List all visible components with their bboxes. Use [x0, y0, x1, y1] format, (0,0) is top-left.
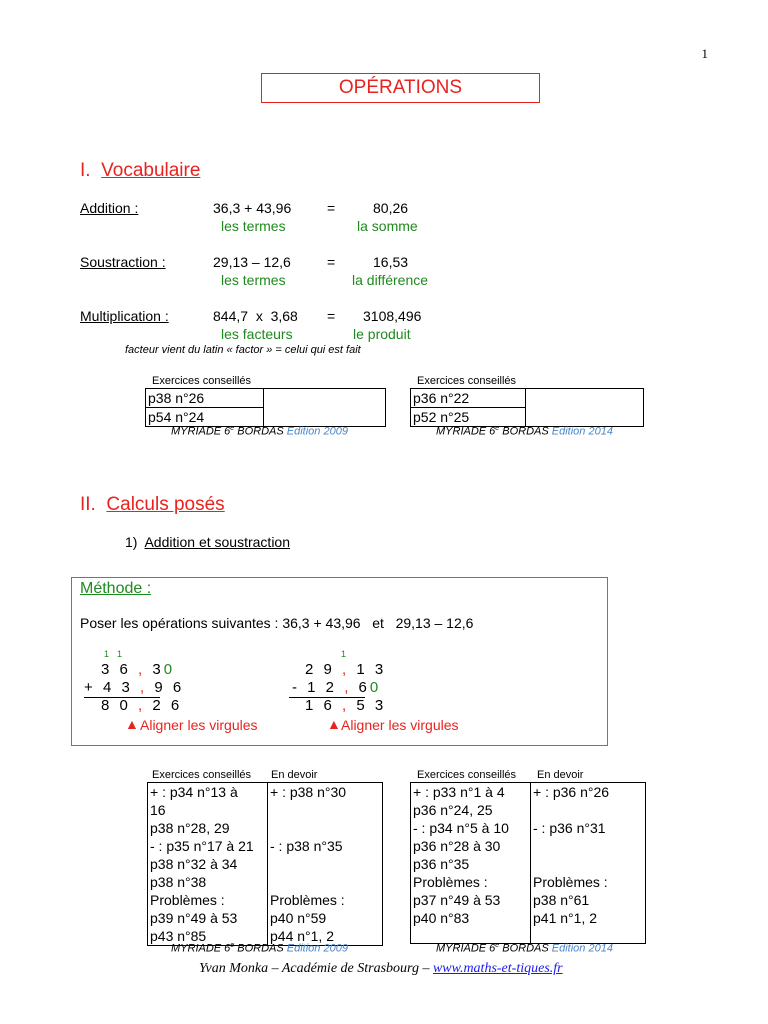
addition-label: Addition :	[80, 200, 139, 216]
comma: ,	[342, 661, 350, 678]
book-sup: e	[495, 942, 500, 949]
align-commas-note: Aligner les virgules	[341, 717, 459, 733]
textbook-reference-2014	[436, 942, 613, 955]
book-sup: e	[230, 425, 235, 432]
homework-line: p44 n°1, 2	[270, 928, 334, 944]
plus-sign: +	[84, 679, 96, 696]
exercise-line: p36 n°35	[413, 856, 470, 872]
homework-line	[533, 801, 643, 819]
edition-label: Edition 2014	[551, 942, 613, 955]
homework-caption: En devoir	[271, 769, 318, 781]
exercises-caption: Exercices conseillés	[417, 375, 517, 387]
exercise-line: p38 n°38	[150, 874, 207, 890]
homework-line: p38 n°61	[533, 892, 590, 908]
edition-label: Edition 2014	[551, 425, 613, 438]
exercises-table-2014	[410, 388, 644, 427]
homework-column	[531, 783, 646, 944]
addition-row-2	[84, 679, 184, 696]
digits: 5 3	[356, 697, 387, 714]
publisher-name: BORDAS	[499, 942, 552, 955]
subtraction-result-row	[305, 697, 386, 714]
method-title: Méthode :	[80, 580, 152, 597]
exercise-line: p38 n°28, 29	[150, 820, 230, 836]
subsection-title: Addition et soustraction	[144, 534, 290, 550]
multiplication-result: 3108,496	[363, 308, 422, 324]
addition-result: 80,26	[373, 200, 409, 216]
textbook-reference-2009	[171, 942, 348, 955]
publisher-name: BORDAS	[234, 425, 287, 438]
subtraction-row-2	[292, 679, 381, 696]
addition-result-row	[101, 697, 182, 714]
exercise-cell: p54 n°24	[146, 408, 264, 427]
page-number: 1	[701, 46, 708, 61]
homework-line: p40 n°59	[270, 910, 327, 926]
book-name: MYRIADE 6	[436, 942, 496, 955]
addition-sum-label: la somme	[357, 218, 418, 234]
subsection-number: 1)	[125, 534, 138, 550]
carry-digit: 1	[341, 649, 347, 659]
up-arrow-icon: ▲	[327, 716, 341, 732]
digits: 6	[358, 679, 370, 696]
publisher-name: BORDAS	[499, 425, 552, 438]
homework-line: + : p36 n°26	[533, 784, 610, 800]
method-instruction: Poser les opérations suivantes : 36,3 + 43,96 et 29,13 – 12,6	[80, 615, 474, 631]
homework-line: Problèmes :	[533, 874, 608, 890]
exercise-cell: p38 n°26	[146, 389, 264, 408]
multiplication-product-label: le produit	[353, 326, 411, 342]
exercise-line: - : p34 n°5 à 10	[413, 820, 509, 836]
multiplication-factors-label: les facteurs	[221, 326, 293, 342]
book-name: MYRIADE 6	[171, 942, 231, 955]
subtraction-row-1	[305, 661, 386, 678]
homework-line	[270, 855, 380, 873]
footer-author: Yvan Monka – Académie de Strasbourg –	[199, 961, 433, 976]
book-name: MYRIADE 6	[436, 425, 496, 438]
addition-equals: =	[327, 200, 336, 216]
homework-line: p41 n°1, 2	[533, 910, 597, 926]
footer	[199, 961, 563, 977]
subsection-heading	[125, 534, 290, 550]
section-2-title: Calculs posés	[106, 494, 225, 515]
subtraction-label: Soustraction :	[80, 254, 166, 270]
digits: 1 6	[305, 697, 335, 714]
textbook-reference-2014	[436, 425, 613, 438]
section-1-heading	[80, 160, 200, 182]
digits: 2 6	[152, 697, 183, 714]
page-title: OPÉRATIONS	[261, 73, 540, 103]
exercise-line: Problèmes :	[150, 892, 225, 908]
exercise-line: p36 n°24, 25	[413, 802, 493, 818]
section-1-number: I.	[80, 160, 91, 181]
section-2-heading	[80, 494, 225, 516]
book-sup: e	[495, 425, 500, 432]
section-1-title: Vocabulaire	[101, 160, 201, 181]
comma: ,	[139, 679, 148, 696]
homework-line: - : p38 n°35	[270, 838, 343, 854]
digits: 1 2	[307, 679, 338, 696]
homework-line	[270, 801, 380, 819]
exercises-column	[411, 783, 531, 944]
section-2-number: II.	[80, 494, 96, 515]
exercise-line: p36 n°28 à 30	[413, 838, 501, 854]
addition-terms-label: les termes	[221, 218, 286, 234]
exercise-line: Problèmes :	[413, 874, 488, 890]
subtraction-terms-label: les termes	[221, 272, 286, 288]
exercises-caption: Exercices conseillés	[417, 769, 517, 781]
exercise-line: + : p33 n°1 à 4	[413, 784, 505, 800]
subtraction-equals: =	[327, 254, 336, 270]
addition-expression: 36,3 + 43,96	[213, 200, 292, 216]
footer-link[interactable]: www.maths-et-tiques.fr	[432, 961, 563, 976]
exercise-line: - : p35 n°17 à 21	[150, 838, 254, 854]
exercise-cell: p36 n°22	[411, 389, 526, 408]
multiplication-expression: 844,7 x 3,68	[213, 308, 298, 324]
carry-digit: 1	[117, 649, 123, 659]
empty-cell	[525, 389, 643, 427]
exercises-table-2014	[410, 782, 646, 944]
exercises-caption: Exercices conseillés	[152, 375, 252, 387]
up-arrow-icon: ▲	[125, 716, 139, 732]
homework-caption: En devoir	[537, 769, 584, 781]
homework-line: - : p36 n°31	[533, 820, 606, 836]
addition-row-1	[101, 661, 175, 678]
homework-line	[533, 855, 643, 873]
subtraction-difference-label: la différence	[352, 272, 429, 288]
edition-label: Edition 2009	[286, 425, 348, 438]
digits: 3	[152, 661, 164, 678]
align-commas-note: Aligner les virgules	[140, 717, 258, 733]
homework-line	[270, 873, 380, 891]
homework-line	[533, 837, 643, 855]
textbook-reference-2009	[171, 425, 348, 438]
multiplication-label: Multiplication :	[80, 308, 169, 324]
exercises-caption: Exercices conseillés	[152, 769, 252, 781]
added-zero: 0	[163, 661, 176, 678]
publisher-name: BORDAS	[234, 942, 287, 955]
edition-label: Edition 2009	[286, 942, 348, 955]
exercise-line: p37 n°49 à 53	[413, 892, 501, 908]
digits: 9 6	[154, 679, 185, 696]
empty-cell	[263, 389, 385, 427]
comma: ,	[138, 661, 146, 678]
exercise-line: p43 n°85	[150, 928, 207, 944]
homework-line: Problèmes :	[270, 892, 345, 908]
homework-line	[270, 819, 380, 837]
exercise-line: p39 n°49 à 53	[150, 910, 238, 926]
book-sup: e	[230, 942, 235, 949]
comma: ,	[138, 697, 146, 714]
subtraction-result: 16,53	[373, 254, 409, 270]
digits: 4 3	[102, 679, 133, 696]
digits: 2 9	[305, 661, 335, 678]
homework-column	[268, 783, 383, 946]
carry-digit: 1	[104, 649, 110, 659]
exercise-line: + : p34 n°13 à	[150, 784, 238, 800]
homework-line: + : p38 n°30	[270, 784, 347, 800]
digits: 8 0	[101, 697, 131, 714]
exercise-cell: p52 n°25	[411, 408, 526, 427]
exercise-line: p40 n°83	[413, 910, 470, 926]
exercises-column	[148, 783, 268, 946]
exercise-line: p38 n°32 à 34	[150, 856, 238, 872]
comma: ,	[344, 679, 352, 696]
digits: 1 3	[356, 661, 387, 678]
added-zero: 0	[369, 679, 382, 696]
factor-etymology-note: facteur vient du latin « factor » = celui qui est fait	[125, 344, 361, 356]
exercise-line: 16	[150, 802, 166, 818]
subtraction-expression: 29,13 – 12,6	[213, 254, 291, 270]
minus-sign: -	[292, 679, 300, 696]
exercises-table-2009	[147, 782, 383, 946]
comma: ,	[342, 697, 350, 714]
multiplication-equals: =	[327, 308, 336, 324]
book-name: MYRIADE 6	[171, 425, 231, 438]
digits: 3 6	[101, 661, 131, 678]
exercises-table-2009	[145, 388, 386, 427]
